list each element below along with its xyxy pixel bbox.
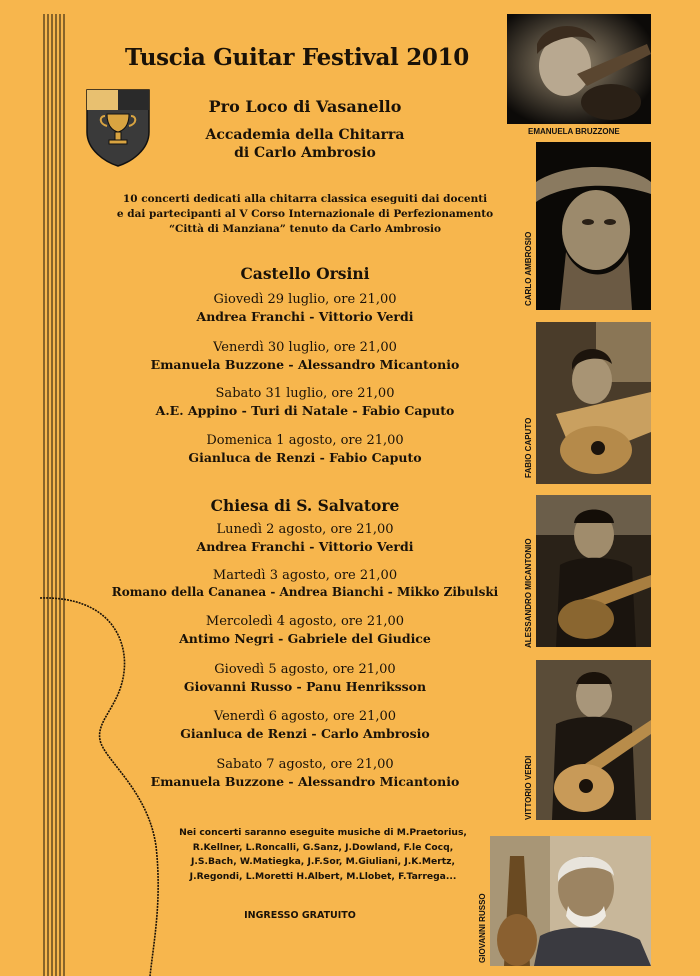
organizer-accademia (100, 126, 510, 162)
photo-vittorio-verdi (536, 660, 651, 820)
organizer-pro-loco: Pro Loco di Vasanello (208, 97, 402, 116)
concert-date: Venerdì 30 luglio, ore 21,00 (213, 340, 397, 355)
description-line: e dai partecipanti al V Corso Internazionale di Perfezionamento (116, 208, 494, 220)
program-line: R.Kellner, L.Roncalli, G.Sanz, J.Dowland, F.le Cocq, (192, 841, 454, 853)
photo-emanuela-buzzone (507, 14, 651, 124)
portrait-image (536, 142, 651, 310)
program-line: J.S.Bach, W.Matiegka, J.F.Sor, M.Giuliani, J.K.Mertz, (191, 856, 455, 867)
concert-date: Sabato 31 luglio, ore 21,00 (215, 386, 395, 401)
poster-title: Tuscia Guitar Festival 2010 (124, 44, 470, 71)
portrait-image (536, 322, 651, 484)
concert-artists: Andrea Franchi - Vittorio Verdi (196, 309, 414, 324)
description-line: “Città di Manziana” tenuto da Carlo Ambrosio (169, 223, 441, 235)
photo-fabio-caputo (536, 322, 651, 484)
concert-artists: Giovanni Russo - Panu Henriksson (183, 679, 427, 694)
portrait-image (507, 14, 651, 124)
portrait-image (536, 495, 651, 647)
organizer-accademia-line1: Accademia della Chitarra (205, 127, 405, 143)
concert-artists: Gianluca de Renzi - Carlo Ambrosio (180, 726, 430, 741)
free-admission-notice: INGRESSO GRATUITO (244, 910, 356, 921)
venue-heading: Castello Orsini (240, 264, 370, 283)
photo-caption: ALESSANDRO MICANTONIO (524, 538, 533, 648)
photo-caption: VITTORIO VERDI (524, 755, 533, 820)
concert-artists: Emanuela Buzzone - Alessandro Micantonio (150, 774, 460, 789)
program-line: J.Regondi, L.Moretti H.Albert, M.Llobet, F.Tarrega... (189, 870, 457, 882)
concert-artists: Gianluca de Renzi - Fabio Caputo (188, 450, 422, 465)
photo-carlo-ambrosio (536, 142, 651, 310)
concert-artists: Andrea Franchi - Vittorio Verdi (196, 539, 414, 554)
concert-date: Venerdì 6 agosto, ore 21,00 (213, 709, 397, 724)
concert-date: Lunedì 2 agosto, ore 21,00 (216, 522, 394, 537)
organizer-accademia-line2: di Carlo Ambrosio (234, 145, 376, 161)
program-note (168, 826, 478, 884)
photo-caption: GIOVANNI RUSSO (478, 893, 487, 963)
photo-caption: FABIO CAPUTO (524, 417, 533, 478)
concert-date: Giovedì 29 luglio, ore 21,00 (213, 292, 397, 307)
photo-caption: CARLO AMBROSIO (524, 231, 533, 306)
concert-artists: Antimo Negri - Gabriele del Giudice (179, 631, 431, 646)
photo-giovanni-russo (490, 836, 651, 966)
venue-heading: Chiesa di S. Salvatore (210, 496, 400, 515)
concert-date: Domenica 1 agosto, ore 21,00 (206, 433, 404, 448)
portrait-image (490, 836, 651, 966)
concert-date: Giovedì 5 agosto, ore 21,00 (214, 662, 396, 677)
description-line: 10 concerti dedicati alla chitarra classica eseguiti dai docenti (122, 193, 488, 205)
concert-artists: Romano della Cananea - Andrea Bianchi - Mikko Zibulski (111, 585, 499, 599)
photo-caption: EMANUELA BRUZZONE (528, 127, 620, 136)
concert-artists: Emanuela Buzzone - Alessandro Micantonio (150, 357, 460, 372)
concert-artists: A.E. Appino - Turi di Natale - Fabio Caputo (155, 403, 455, 418)
portrait-image (536, 660, 651, 820)
program-line: Nei concerti saranno eseguite musiche di M.Praetorius, (179, 827, 467, 838)
concert-date: Martedì 3 agosto, ore 21,00 (212, 568, 398, 583)
concert-date: Mercoledì 4 agosto, ore 21,00 (205, 614, 405, 629)
concert-date: Sabato 7 agosto, ore 21,00 (216, 757, 394, 772)
photo-alessandro-micantonio (536, 495, 651, 647)
festival-description (96, 192, 514, 237)
